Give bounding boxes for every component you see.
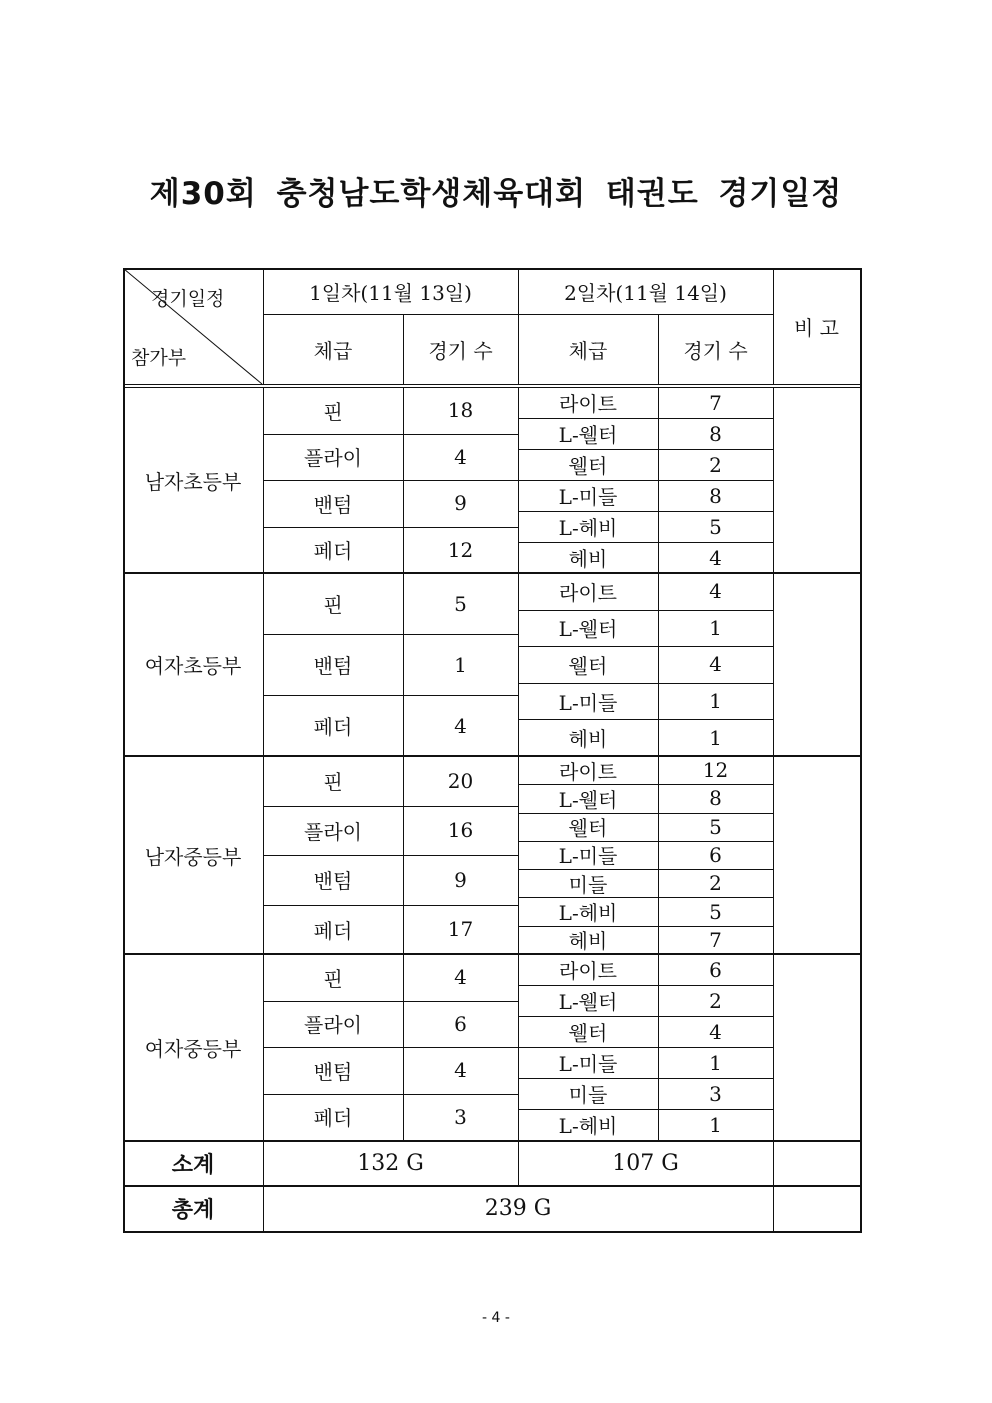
day2-match-count: 2 [709,988,722,1013]
day2-match-count: 8 [709,786,722,811]
day1-match-count: 1 [454,652,467,677]
day2-weight-class: L-미들 [558,844,618,869]
day2-weight-class-header: 체급 [518,314,658,385]
division-name: 여자초등부 [144,654,242,678]
total-label: 총계 [171,1198,215,1223]
day2-match-count: 3 [709,1081,722,1106]
day2-match-count: 5 [709,514,722,539]
day2-match-count: 1 [709,1112,722,1137]
day1-match-count: 4 [454,1058,467,1083]
day1-match-count: 18 [447,398,474,423]
day1-header: 1일차(11월 13일) [263,268,518,314]
day2-match-count: 2 [709,452,722,477]
day1-match-count: 6 [454,1011,467,1036]
day2-match-count: 7 [709,390,722,415]
day1-match-count: 9 [454,491,467,516]
day1-weight-class: 밴텀 [313,492,353,517]
day1-weight-class: 밴텀 [313,654,353,678]
day2-match-count: 1 [709,725,722,750]
day2-match-count: 8 [709,483,722,508]
corner-label-division: 참가부 [131,347,187,369]
day2-weight-class: 미들 [568,872,608,897]
day1-weight-class: 플라이 [304,819,362,844]
day1-weight-class: 핀 [323,399,343,424]
day1-match-count: 12 [447,537,474,562]
day2-match-count: 1 [709,1050,722,1075]
day2-weight-class: 웰터 [568,816,608,841]
corner-label-schedule: 경기일정 [151,288,225,310]
day1-match-count: 17 [447,917,474,942]
day2-weight-class: 라이트 [559,392,617,416]
day1-match-count: 20 [447,768,474,793]
day1-match-count: 9 [454,867,467,892]
day2-match-count: 8 [709,421,722,446]
day2-weight-class: 헤비 [568,929,608,954]
day1-weight-class: 핀 [323,770,343,795]
day2-match-count: 4 [709,579,722,604]
schedule-table [123,268,860,1231]
day2-header: 2일차(11월 14일) [518,268,773,314]
day2-weight-class: 라이트 [559,959,617,983]
day2-weight-class: 헤비 [568,547,608,571]
division-name: 여자중등부 [144,1036,242,1061]
day1-weight-class: 핀 [323,966,343,991]
day2-weight-class: 웰터 [568,454,608,478]
day2-weight-class: 라이트 [559,759,617,784]
total-value: 239 G [484,1196,552,1221]
day2-match-count: 5 [709,814,722,839]
subtotal-label: 소계 [171,1153,215,1178]
day1-weight-class-header: 체급 [263,314,403,385]
page-number: - 4 - [482,1310,510,1326]
day2-match-count: 5 [709,899,722,924]
day2-weight-class: 헤비 [568,727,608,752]
day1-weight-class: 페더 [313,715,353,739]
day2-weight-class: 웰터 [568,653,608,678]
subtotal-day2: 107 G [612,1151,679,1176]
day1-match-count: 3 [454,1104,467,1129]
division-name: 남자초등부 [144,469,242,494]
day1-weight-class: 플라이 [304,446,362,471]
day2-weight-class: L-헤비 [558,1114,618,1138]
day2-match-count: 4 [709,545,722,570]
day2-match-count: 4 [709,652,722,677]
day2-match-count: 12 [702,758,729,783]
day1-weight-class: 플라이 [304,1013,362,1038]
day1-weight-class: 페더 [313,539,353,564]
day2-weight-class: L-미들 [558,690,618,715]
day1-weight-class: 페더 [313,1106,353,1131]
page-title: 제30회 충청남도학생체육대회 태권도 경기일정 [149,176,843,212]
day1-weight-class: 밴텀 [313,869,353,894]
day1-match-count: 4 [454,965,467,990]
day1-match-count: 5 [454,591,467,616]
day2-weight-class: L-웰터 [558,990,618,1014]
subtotal-day1: 132 G [357,1151,424,1176]
day2-match-count: 4 [709,1019,722,1044]
day2-weight-class: L-헤비 [558,516,618,540]
day2-weight-class: L-웰터 [558,787,618,812]
day2-weight-class: L-웰터 [558,423,618,447]
day2-match-count: 1 [709,615,722,640]
division-name: 남자중등부 [144,844,242,869]
day1-match-count-header: 경기 수 [403,314,518,385]
remarks-header: 비 고 [773,268,860,385]
day2-weight-class: L-헤비 [558,901,618,926]
day1-weight-class: 페더 [313,918,353,943]
day2-match-count: 6 [709,957,722,982]
day2-match-count: 7 [709,927,722,952]
day2-match-count-header: 경기 수 [658,314,773,385]
day2-weight-class: L-웰터 [558,617,618,642]
day2-match-count: 2 [709,871,722,896]
day2-match-count: 1 [709,689,722,714]
day2-match-count: 6 [709,842,722,867]
day1-weight-class: 핀 [323,593,343,617]
day2-weight-class: L-미들 [558,1052,618,1076]
day1-weight-class: 밴텀 [313,1059,353,1084]
day2-weight-class: 라이트 [559,580,617,605]
day1-match-count: 16 [447,818,474,843]
day2-weight-class: 웰터 [568,1021,608,1045]
day1-match-count: 4 [454,713,467,738]
day1-match-count: 4 [454,444,467,469]
day2-weight-class: L-미들 [558,485,618,509]
day2-weight-class: 미들 [568,1083,608,1107]
